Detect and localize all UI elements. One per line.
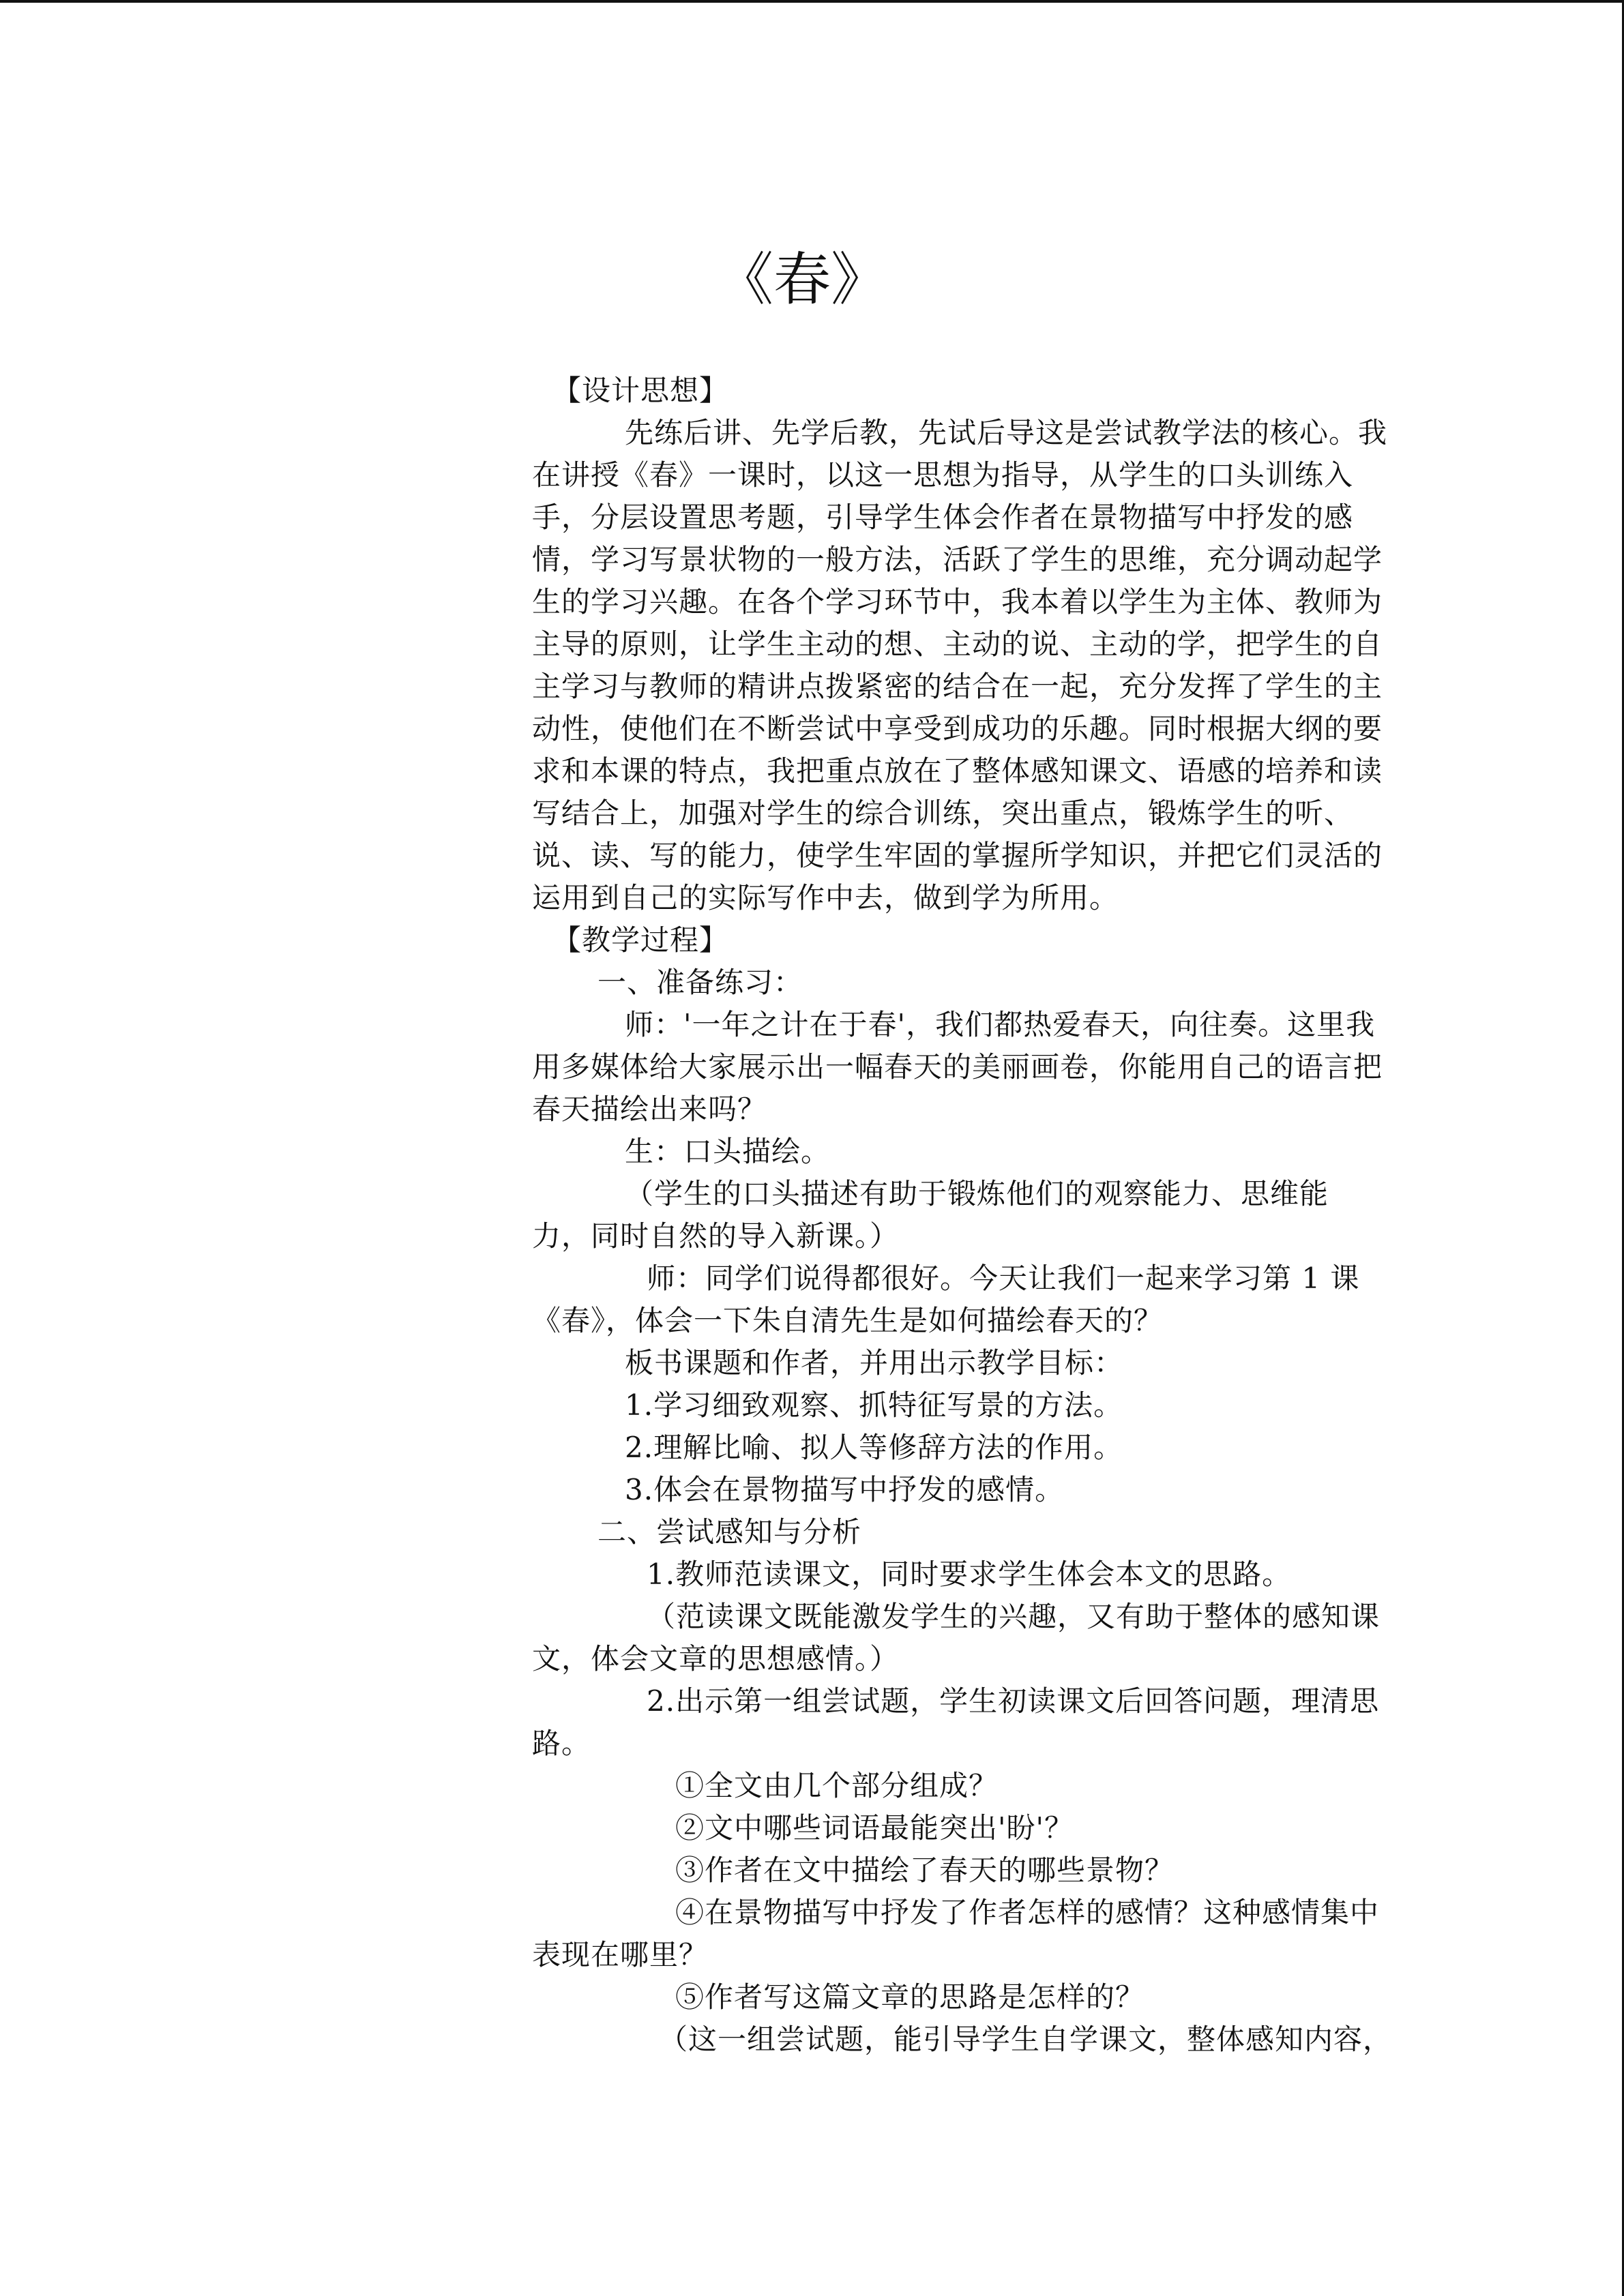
- paragraph-line: 表现在哪里？: [532, 1938, 709, 1971]
- paragraph-line: 《春》，体会一下朱自清先生是如何描绘春天的？: [532, 1304, 1164, 1337]
- paragraph-line: 在讲授《春》一课时，以这一思想为指导，从学生的口头训练入: [532, 458, 1354, 492]
- paragraph-line: 师：同学们说得都很好。今天让我们一起来学习第 1 课: [647, 1262, 1360, 1295]
- section-heading-process: 【教学过程】: [552, 923, 729, 957]
- paragraph-line: 写结合上，加强对学生的综合训练，突出重点，锻炼学生的听、: [532, 796, 1354, 830]
- question-item: ①全文由几个部分组成？: [675, 1769, 999, 1802]
- paragraph-line: 动性，使他们在不断尝试中享受到成功的乐趣。同时根据大纲的要: [532, 712, 1383, 745]
- paragraph-line: 2.出示第一组尝试题，学生初读课文后回答问题，理清思: [647, 1684, 1380, 1718]
- question-item: ⑤作者写这篇文章的思路是怎样的？: [675, 1980, 1145, 2014]
- paragraph-line: 板书课题和作者，并用出示教学目标：: [625, 1346, 1124, 1380]
- paragraph-line: 主学习与教师的精讲点拨紧密的结合在一起，充分发挥了学生的主: [532, 670, 1383, 703]
- paragraph-line: 路。: [532, 1727, 591, 1760]
- question-item: ③作者在文中描绘了春天的哪些景物？: [675, 1853, 1175, 1887]
- top-border: [0, 0, 1624, 3]
- paragraph-line: 情，学习写景状物的一般方法，活跃了学生的思维，充分调动起学: [532, 543, 1383, 576]
- paragraph-line: 生的学习兴趣。在各个学习环节中，我本着以学生为主体、教师为: [532, 585, 1383, 618]
- question-item: ②文中哪些词语最能突出'盼'？: [675, 1811, 1074, 1845]
- paragraph-line: 1.教师范读课文，同时要求学生体会本文的思路。: [647, 1557, 1292, 1591]
- subsection-heading: 二、尝试感知与分析: [597, 1515, 862, 1549]
- paragraph-line: 春天描绘出来吗？: [532, 1092, 767, 1126]
- paragraph-line: 用多媒体给大家展示出一幅春天的美丽画卷，你能用自己的语言把: [532, 1050, 1383, 1084]
- objective-item: 1.学习细致观察、抓特征写景的方法。: [625, 1388, 1123, 1422]
- paragraph-line: （学生的口头描述有助于锻炼他们的观察能力、思维能: [625, 1177, 1329, 1210]
- paragraph-line: 力，同时自然的导入新课。）: [532, 1219, 900, 1253]
- paragraph-line: （这一组尝试题，能引导学生自学课文，整体感知内容，: [659, 2023, 1393, 2056]
- paragraph-line: 先练后讲、先学后教，先试后导这是尝试教学法的核心。我: [625, 416, 1388, 449]
- paragraph-line: 运用到自己的实际写作中去，做到学为所用。: [532, 881, 1119, 914]
- page-title: 《春》: [716, 246, 889, 313]
- paragraph-line: 求和本课的特点，我把重点放在了整体感知课文、语感的培养和读: [532, 754, 1383, 788]
- objective-item: 2.理解比喻、拟人等修辞方法的作用。: [625, 1431, 1123, 1464]
- subsection-heading: 一、准备练习：: [597, 966, 803, 999]
- paragraph-line: （范读课文既能激发学生的兴趣，又有助于整体的感知课: [647, 1600, 1381, 1633]
- paragraph-line: 说、读、写的能力，使学生牢固的掌握所学知识，并把它们灵活的: [532, 839, 1383, 872]
- paragraph-line: 手，分层设置思考题，引导学生体会作者在景物描写中抒发的感: [532, 501, 1354, 534]
- question-item: ④在景物描写中抒发了作者怎样的感情？这种感情集中: [675, 1896, 1380, 1929]
- paragraph-line: 文，体会文章的思想感情。）: [532, 1642, 900, 1675]
- paragraph-line: 师：'一年之计在于春'，我们都热爱春天，向往奏。这里我: [625, 1008, 1376, 1041]
- paragraph-line: 生：口头描绘。: [625, 1135, 831, 1168]
- objective-item: 3.体会在景物描写中抒发的感情。: [625, 1473, 1065, 1506]
- paragraph-line: 主导的原则，让学生主动的想、主动的说、主动的学，把学生的自: [532, 627, 1383, 661]
- section-heading-design: 【设计思想】: [552, 374, 729, 407]
